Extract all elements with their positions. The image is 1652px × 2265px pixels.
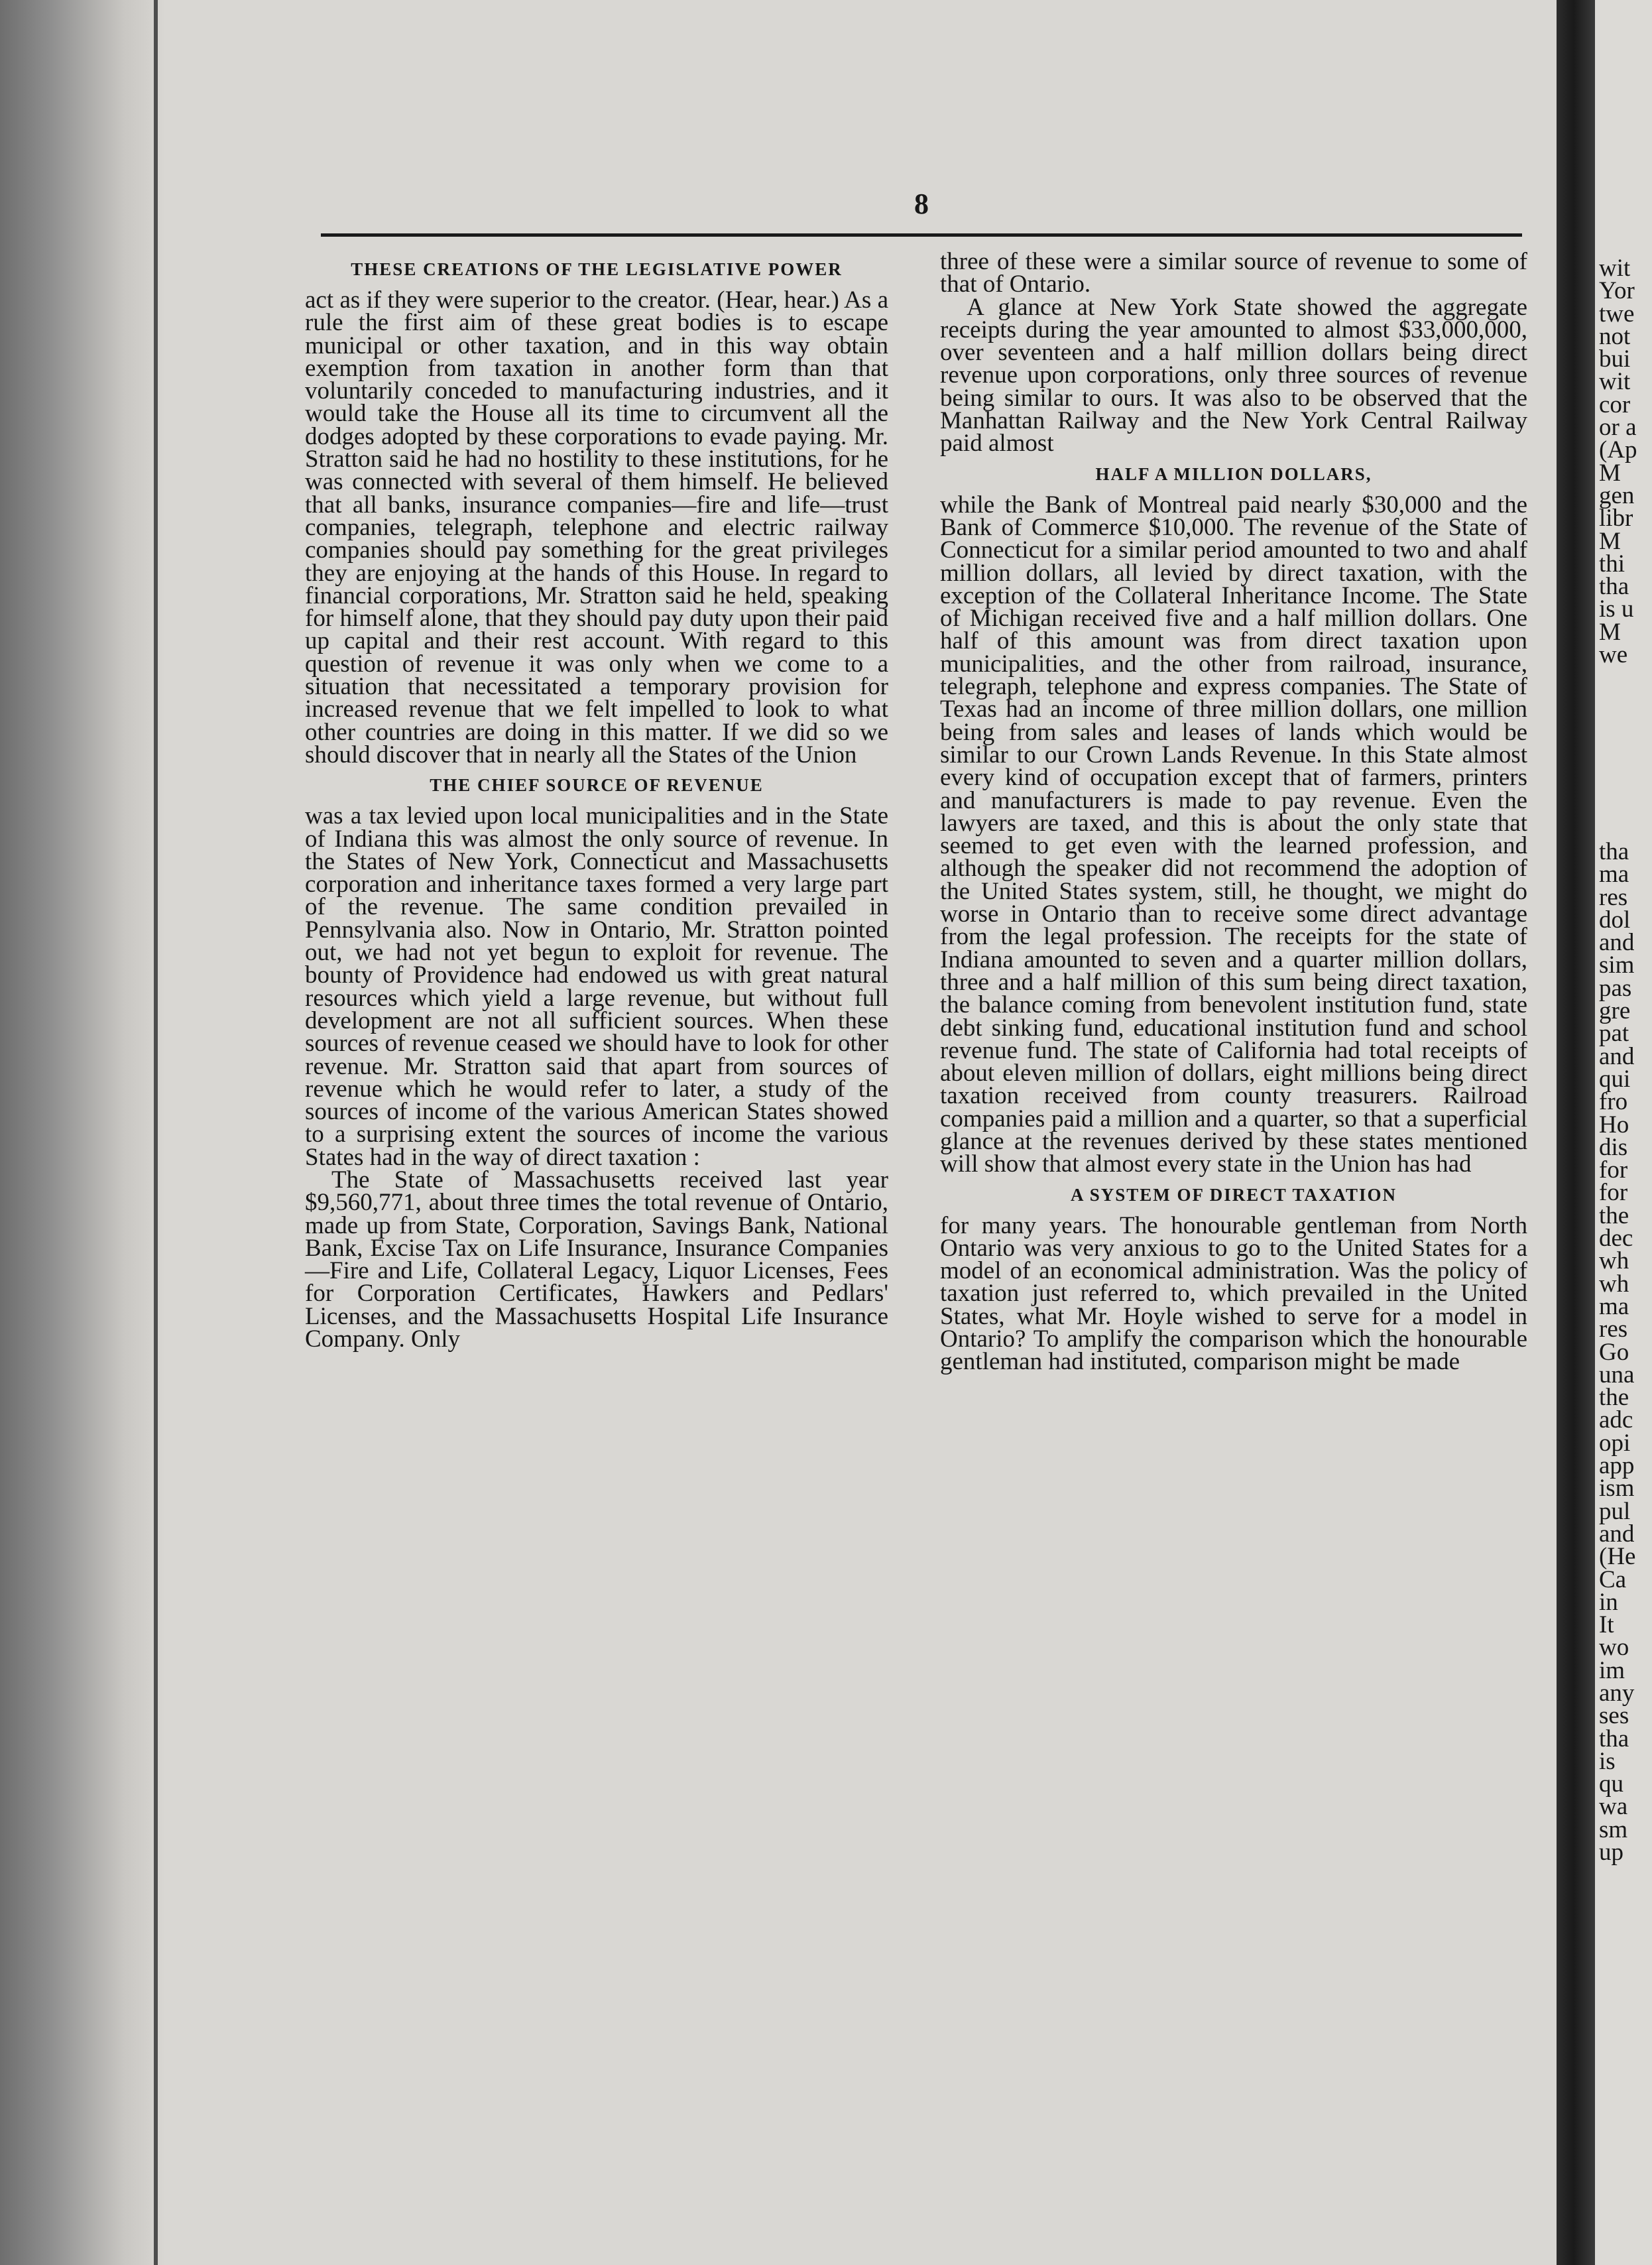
edge-fragment: is (1599, 1747, 1616, 1775)
edge-fragment: M (1599, 459, 1621, 487)
left-margin-shadow (0, 0, 166, 2265)
edge-fragment: Ca (1599, 1565, 1627, 1593)
adjacent-page-fragments-bottom (1599, 838, 1652, 1867)
edge-fragment: res (1599, 1316, 1628, 1343)
edge-fragment: M (1599, 527, 1621, 555)
adjacent-page-fragments-top (1599, 255, 1652, 669)
edge-fragment: not (1599, 322, 1631, 350)
edge-fragment: una (1599, 1361, 1635, 1388)
edge-fragment: and (1599, 1520, 1635, 1548)
paragraph: was a tax levied upon local municipalities and in the State of Indiana this was almost the only source of revenue. In the States of New York, Connecticut and Massachusetts corporation and inheritance taxes formed a very large part of the revenue. The same condition prevailed in Pennsylvania also. Now in Ontario, Mr. Stratton pointed out, we had not yet begun to exploit for revenue. The bounty of Providence had endowed us with great natural resources which yield a large revenue, but without full development are not all sufficient sources. When these sources of revenue ceased we should have to look for other revenue. Mr. Stratton said that apart from sources of revenue which he would refer to later, a study of the sources of income of the various American States showed to a surprising extent the sources of income the various States had in the way of direct taxation : (305, 802, 888, 1171)
edge-fragment: app (1599, 1452, 1635, 1480)
edge-fragment: the (1599, 1384, 1629, 1412)
edge-fragment: ism (1599, 1475, 1635, 1502)
edge-fragment: im (1599, 1656, 1625, 1684)
edge-fragment: wh (1599, 1247, 1629, 1275)
paragraph: three of these were a similar source of revenue to some of that of Ontario. (940, 248, 1527, 298)
edge-fragment: dec (1599, 1225, 1633, 1253)
edge-fragment: gre (1599, 997, 1631, 1025)
edge-fragment: M (1599, 618, 1621, 646)
edge-fragment: thi (1599, 550, 1625, 578)
edge-fragment: opi (1599, 1429, 1631, 1457)
edge-fragment: up (1599, 1839, 1623, 1867)
section-heading: A SYSTEM OF DIRECT TAXATION (1070, 1184, 1397, 1205)
edge-fragment: or a (1599, 414, 1637, 442)
edge-fragment: pas (1599, 974, 1632, 1002)
edge-fragment: is u (1599, 595, 1634, 623)
edge-fragment: wa (1599, 1793, 1628, 1821)
edge-fragment: for (1599, 1156, 1628, 1184)
left-edge-line (154, 0, 158, 2265)
edge-fragment: (He (1599, 1543, 1636, 1571)
left-column (305, 251, 888, 1351)
edge-fragment: Ho (1599, 1111, 1629, 1138)
edge-fragment: tha (1599, 838, 1629, 865)
header-rule (321, 233, 1522, 237)
edge-fragment: and (1599, 929, 1635, 957)
section-heading: THESE CREATIONS OF THE LEGISLATIVE POWER (351, 259, 843, 279)
edge-fragment: tha (1599, 573, 1629, 601)
edge-fragment: cor (1599, 391, 1631, 418)
edge-fragment: tha (1599, 1725, 1629, 1752)
edge-fragment: ses (1599, 1702, 1629, 1730)
edge-fragment: dol (1599, 906, 1631, 934)
edge-fragment: fro (1599, 1088, 1628, 1116)
edge-fragment: It (1599, 1611, 1614, 1639)
paragraph: The State of Massachusetts received last year $9,560,771, about three times the total revenue of Ontario, made up from State, Corporation, Savings Bank, National Bank, Excise Tax on Life Insurance, Insurance Companies—Fire and Life, Collateral Legacy, Liquor Licenses, Fees for Corporation Certificates, Hawkers and Pedlars' Licenses, and the Massachusetts Hospital Life Insurance Company. Only (305, 1166, 888, 1353)
edge-fragment: gen (1599, 481, 1635, 509)
paragraph: A glance at New York State showed the aggregate receipts during the year amounted to almost $33,000,000, over seventeen and a half million dollars being direct revenue upon corporations, only three sources of revenue being similar to ours. It was also to be observed that the Manhattan Railway and the New York Central Railway paid almost (940, 293, 1527, 458)
edge-fragment: qu (1599, 1770, 1623, 1798)
edge-fragment: twe (1599, 300, 1635, 328)
edge-fragment: wh (1599, 1270, 1629, 1298)
edge-fragment: libr (1599, 505, 1633, 532)
edge-fragment: pul (1599, 1497, 1631, 1525)
edge-fragment: any (1599, 1679, 1635, 1707)
edge-fragment: we (1599, 641, 1628, 669)
paragraph: for many years. The honourable gentleman from North Ontario was very anxious to go to the United States for a model of an economical administration. Was the policy of taxation just referred to, which prevailed in the United States, what Mr. Hoyle wished to serve for a model in Ontario? To amplify the comparison which the honourable gentleman had instituted, comparison might be made (940, 1211, 1527, 1376)
edge-fragment: Yor (1599, 277, 1635, 305)
middle-column (940, 248, 1527, 1376)
edge-fragment: wit (1599, 255, 1631, 282)
edge-fragment: and (1599, 1042, 1635, 1070)
edge-fragment: res (1599, 883, 1628, 911)
page-number: 8 (914, 188, 929, 220)
section-heading: THE CHIEF SOURCE OF REVENUE (430, 775, 764, 796)
edge-fragment: wo (1599, 1634, 1629, 1662)
edge-fragment: adc (1599, 1406, 1633, 1434)
edge-fragment: ma (1599, 861, 1629, 888)
edge-fragment: sim (1599, 951, 1635, 979)
paragraph: act as if they were superior to the creator. (Hear, hear.) As a rule the first aim of these great bodies is to escape municipal or other taxation, and in this way obtain exemption from taxation in another form than that voluntarily conceded to manufacturing industries, and it would take the House all its time to circumvent all the dodges adopted by these corporations to evade paying. Mr. Stratton said he had no hostility to these institutions, for he was connected with several of them himself. He believed that all banks, insurance companies—fire and life—trust companies, telegraph, telephone and electric railway companies should pay something for the great privileges they are enjoying at the hands of this House. In regard to financial corporations, Mr. Stratton said he held, speaking for himself alone, that they should pay duty upon their paid up capital and their rest account. With regard to this question of revenue it was only when we come to a situation that necessitated a temporary provision for increased revenue that we felt impelled to look to what other countries are doing in this matter. If we did so we should discover that in nearly all the States of the Union (305, 286, 888, 768)
edge-fragment: the (1599, 1201, 1629, 1229)
paragraph: while the Bank of Montreal paid nearly $30,000 and the Bank of Commerce $10,000. The revenue of the State of Connecticut for a similar period amounted to two and ahalf million dollars, all levied by direct taxation, with the exception of the Collateral Inheritance Income. The State of Michigan received five and a half million dollars. One half of this amount was from direct taxation upon municipalities, and the other from railroad, insurance, telegraph, telephone and express companies. The State of Texas had an income of three million dollars, one million being from sales and leases of lands which would be similar to our Crown Lands Revenue. In this State almost every kind of occupation except that of farmers, printers and manufacturers is made to pay revenue. Even the lawyers are taxed, and this is about the only state that seemed to get even with the learned profession, and although the speaker did not recommend the adoption of the United States system, still, he thought, we might do worse in Ontario than to receive some direct advantage from the legal profession. The receipts for the state of Indiana amounted to seven and a quarter million dollars, three and a half million of this sum being direct taxation, the balance coming from benevolent institution fund, state debt sinking fund, educational institution fund and school revenue fund. The state of California had total receipts of about eleven million of dollars, eight millions being direct taxation received from county treasurers. Railroad companies paid a million and a quarter, so that a superficial glance at the revenues derived by these states mentioned will show that almost every state in the Union has had (940, 491, 1527, 1178)
edge-fragment: sm (1599, 1815, 1628, 1843)
edge-fragment: bui (1599, 345, 1631, 373)
edge-fragment: wit (1599, 368, 1631, 396)
edge-fragment: ma (1599, 1292, 1629, 1320)
edge-fragment: for (1599, 1179, 1628, 1207)
page-fold-gutter (1557, 0, 1595, 2265)
edge-fragment: (Ap (1599, 436, 1637, 464)
edge-fragment: pat (1599, 1020, 1629, 1048)
edge-fragment: in (1599, 1588, 1618, 1616)
edge-fragment: qui (1599, 1065, 1631, 1093)
edge-fragment: dis (1599, 1133, 1628, 1161)
edge-fragment: Go (1599, 1338, 1629, 1366)
section-heading: HALF A MILLION DOLLARS, (1095, 463, 1372, 484)
